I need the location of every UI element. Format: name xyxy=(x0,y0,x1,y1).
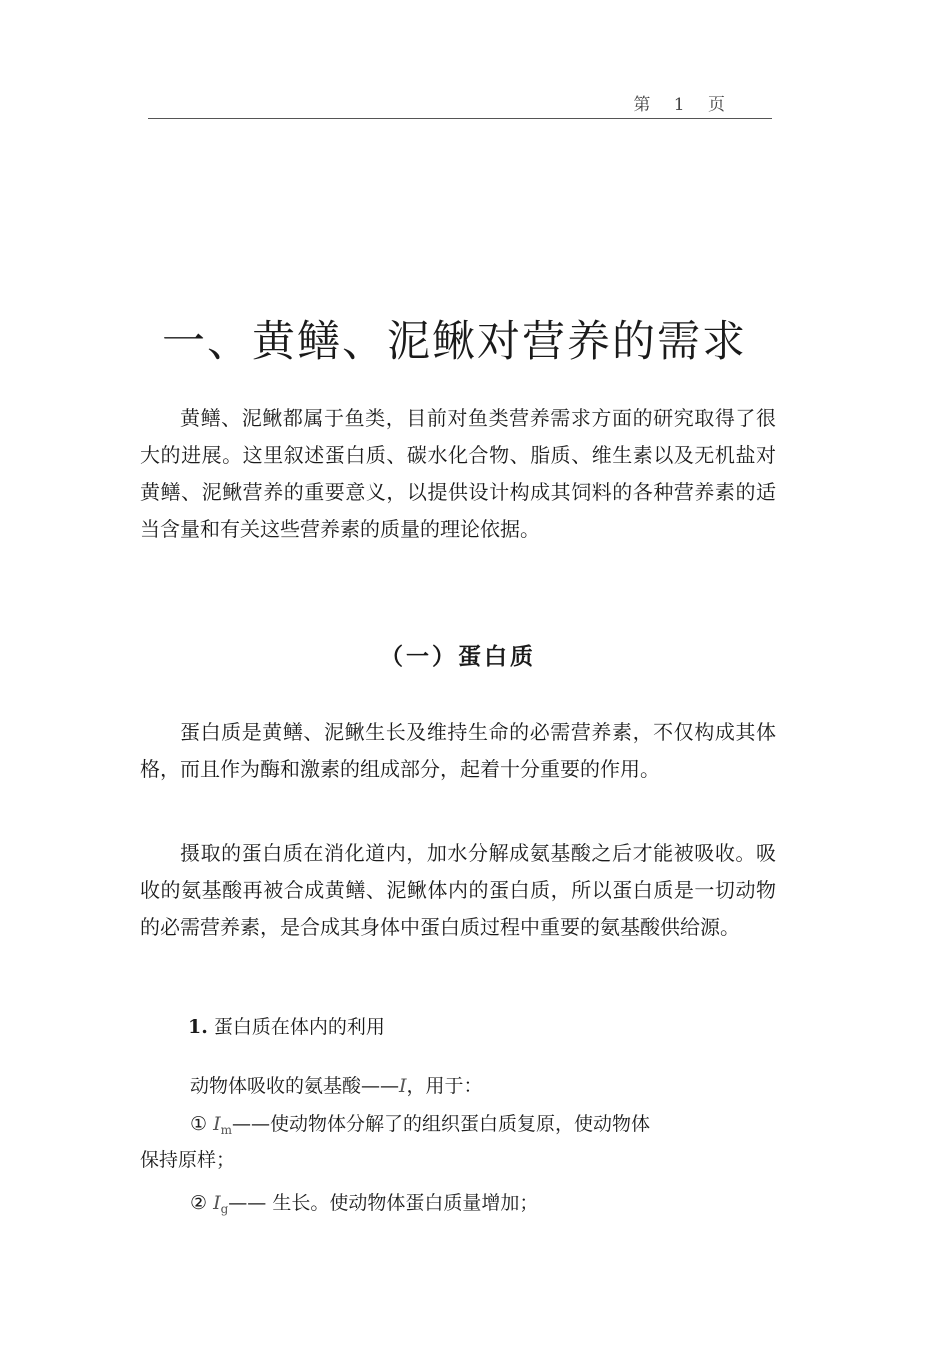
item1-subscript: m xyxy=(220,1123,232,1137)
subsection-number: 1. xyxy=(188,1016,208,1038)
usage-item-2 xyxy=(190,1185,538,1227)
usage-intro-suffix: ，用于： xyxy=(406,1075,483,1097)
subsection-title: 蛋白质在体内的利用 xyxy=(213,1016,385,1038)
item2-marker: ② xyxy=(190,1192,208,1214)
item1-text: ——使动物体分解了的组织蛋白质复原，使动物体 xyxy=(232,1113,651,1135)
section-title: （一）蛋白质 xyxy=(380,643,536,670)
usage-item-1 xyxy=(190,1106,650,1148)
page-header xyxy=(148,88,772,119)
item2-text: —— 生长。使动物体蛋白质量增加； xyxy=(228,1192,539,1214)
item2-subscript: g xyxy=(220,1202,229,1216)
usage-item-1-continued xyxy=(140,1142,235,1178)
protein-paragraph-1: 蛋白质是黄鳝、泥鳅生长及维持生命的必需营养素，不仅构成其体格，而且作为酶和激素的组成部分，起着十分重要的作用。 xyxy=(140,720,776,781)
item1-symbol: I xyxy=(213,1113,221,1135)
protein-paragraph-2: 摄取的蛋白质在消化道内，加水分解成氨基酸之后才能被吸收。吸收的氨基酸再被合成黄鳝、泥鳅体内的蛋白质，所以蛋白质是一切动物的必需营养素，是合成其身体中蛋白质过程中重要的氨基酸供给源。 xyxy=(140,841,776,939)
item1-marker: ① xyxy=(190,1113,208,1135)
intro-paragraph: 黄鳝、泥鳅都属于鱼类，目前对鱼类营养需求方面的研究取得了很大的进展。这里叙述蛋白质、碳水化合物、脂质、维生素以及无机盐对黄鳝、泥鳅营养的重要意义，以提供设计构成其饲料的各种营养素的适当含量和有关这些营养素的质量的理论依据。 xyxy=(140,406,776,541)
subsection-heading xyxy=(188,1012,385,1042)
item1-text-continued: 保持原样； xyxy=(140,1149,236,1171)
usage-intro xyxy=(190,1068,483,1104)
chapter-title: 一、黄鳝、泥鳅对营养的需求 xyxy=(162,317,747,367)
item2-symbol: I xyxy=(213,1192,221,1214)
usage-intro-prefix: 动物体吸收的氨基酸—— xyxy=(190,1075,400,1097)
amino-acid-symbol: I xyxy=(399,1075,407,1097)
page-number: 第 1 页 xyxy=(633,95,734,115)
